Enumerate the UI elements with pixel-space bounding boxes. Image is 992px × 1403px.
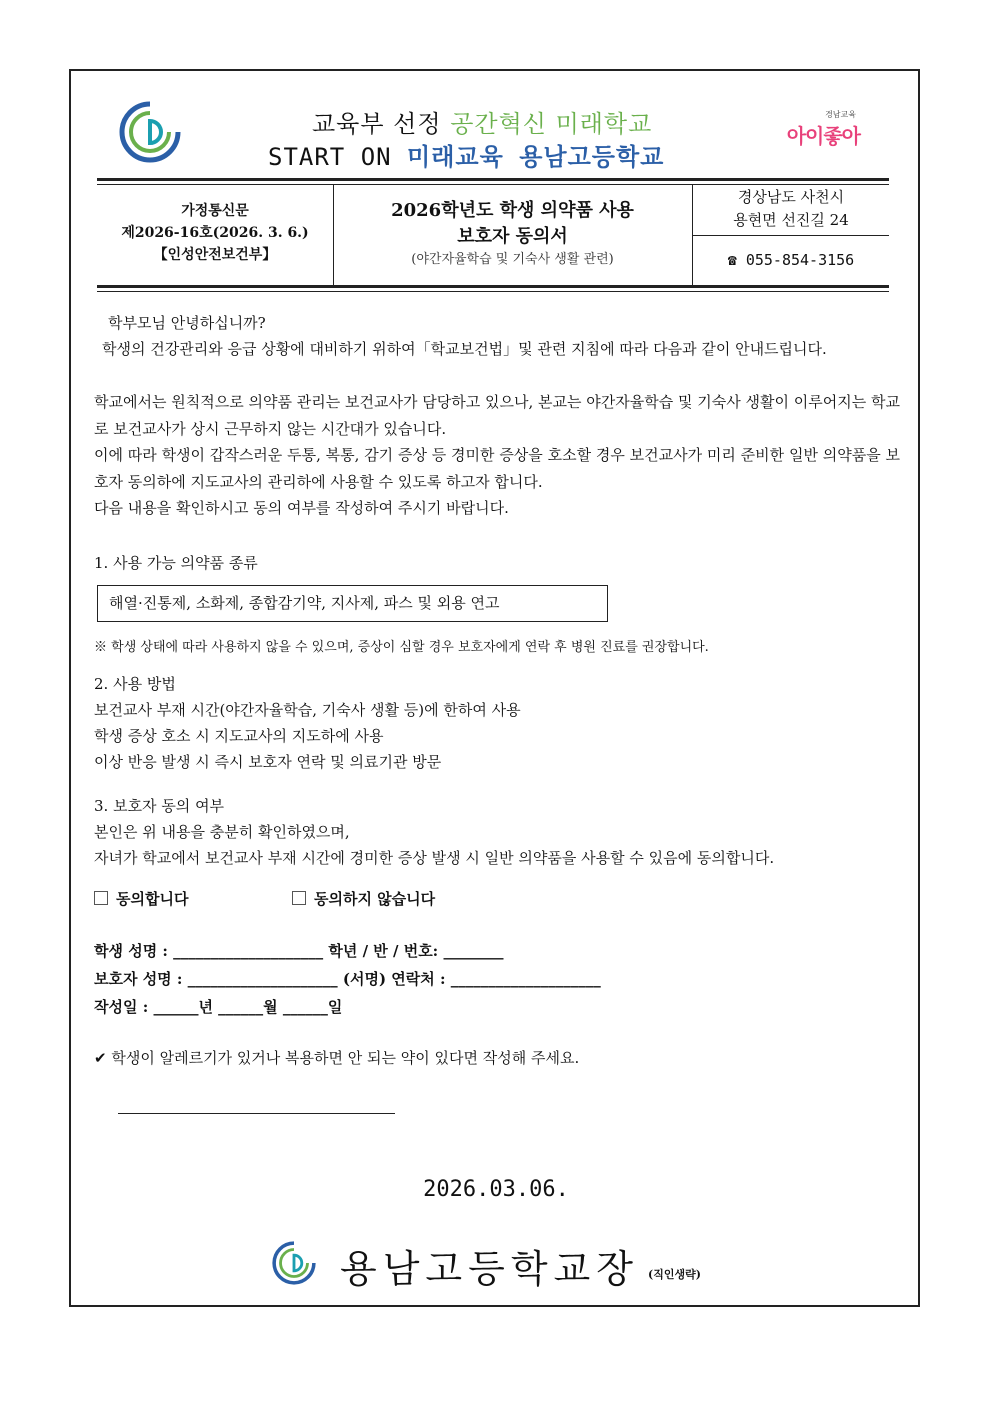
- section2-heading: 2. 사용 방법: [94, 675, 176, 693]
- school-logo-icon: [119, 101, 181, 163]
- consent-line1: 본인은 위 내용을 충분히 확인하였으며,: [94, 823, 350, 841]
- agree-option[interactable]: [94, 888, 188, 909]
- intro-paragraph-1: 학생의 건강관리와 응급 상황에 대비하기 위하여「학교보건법」및 관련 지침에 따라 다음과 같이 안내드립니다.: [102, 340, 827, 358]
- header-title-line1: 교육부 선정 공간혁신 미래학교: [312, 110, 653, 138]
- agree-checkbox[interactable]: [94, 891, 108, 905]
- intro-paragraph-4: 다음 내용을 확인하시고 동의 여부를 작성하여 주시기 바랍니다.: [94, 499, 509, 517]
- date-field[interactable]: 작성일 : ______년 ______월 ______일: [94, 998, 343, 1016]
- table-bottom-rule: [97, 285, 889, 288]
- table-bottom-rule-thin: [97, 291, 889, 292]
- disagree-label: 동의하지 않습니다: [314, 890, 436, 908]
- title-subtitle: (야간자율학습 및 기숙사 생활 관련): [411, 252, 614, 267]
- allergy-answer-line[interactable]: [118, 1113, 395, 1114]
- table-top-rule: [97, 178, 889, 181]
- seal-note: (직인생략): [648, 1268, 701, 1281]
- phone-icon: ☎: [727, 251, 737, 269]
- disagree-option[interactable]: [292, 888, 435, 909]
- student-name-field[interactable]: 학생 성명 : ____________________ 학년 / 반 / 번호: ________: [94, 942, 504, 960]
- issue-date: 2026.03.06.: [423, 1177, 569, 1202]
- document-title: [333, 198, 692, 270]
- gyeongnam-logo: [780, 109, 860, 149]
- usage-item-3: 이상 반응 발생 시 즉시 보호자 연락 및 의료기관 방문: [94, 753, 442, 771]
- intro-paragraph-2: 학교에서는 원칙적으로 의약품 관리는 보건교사가 담당하고 있으나, 본교는 야간자율학습 및 기숙사 생활이 이루어지는 학교로 보건교사가 상시 근무하지 않는 시간대가 있습니다.: [94, 393, 900, 438]
- greeting: 학부모님 안녕하십니까?: [108, 314, 266, 332]
- intro-paragraph-3: 이에 따라 학생이 갑작스러운 두통, 복통, 감기 증상 등 경미한 증상을 호소할 경우 보건교사가 미리 준비한 일반 의약품을 보호자 동의하에 지도교사의 관리하에 사용할 수 있도록 하고자 합니다.: [94, 446, 900, 491]
- usage-item-1: 보건교사 부재 시간(야간자율학습, 기숙사 생활 등)에 한하여 사용: [94, 701, 521, 719]
- parent-name-field[interactable]: 보호자 성명 : ____________________ (서명) 연락처 : ____________________: [94, 970, 601, 988]
- title-line1: 2026학년도 학생 의약품 사용: [391, 200, 634, 221]
- department: 【인성안전보건부】: [153, 247, 277, 263]
- school-phone: [693, 251, 889, 269]
- table-divider-3: [693, 235, 889, 236]
- usage-item-2: 학생 증상 호소 시 지도교사의 지도하에 사용: [94, 727, 384, 745]
- header-title-line2: START ON 미래교육 용남고등학교: [268, 143, 665, 171]
- principal-signature: 용남고등학교장: [340, 1247, 639, 1291]
- address-line2: 용현면 선진길 24: [733, 211, 849, 229]
- table-top-rule-thin: [97, 184, 889, 185]
- section3-heading: 3. 보호자 동의 여부: [94, 797, 225, 815]
- logo-wordmark: 아이좋아: [786, 124, 860, 148]
- logo-caption: 경남교육: [825, 110, 856, 119]
- title-line2: 보호자 동의서: [457, 226, 568, 247]
- section1-note: ※ 학생 상태에 따라 사용하지 않을 수 있으며, 증상이 심할 경우 보호자에게 연락 후 병원 진료를 권장합니다.: [94, 640, 709, 655]
- medicine-list-box: 해열·진통제, 소화제, 종합감기약, 지사제, 파스 및 외용 연고: [97, 585, 608, 622]
- consent-line2: 자녀가 학교에서 보건교사 부재 시간에 경미한 증상 발생 시 일반 의약품을 사용할 수 있음에 동의합니다.: [94, 849, 775, 867]
- disagree-checkbox[interactable]: [292, 891, 306, 905]
- agree-label: 동의합니다: [116, 890, 189, 908]
- newsletter-label: 가정통신문: [181, 203, 249, 219]
- phone-number: 055-854-3156: [745, 251, 855, 269]
- address-line1: 경상남도 사천시: [737, 188, 845, 206]
- check-icon: ✔: [94, 1049, 107, 1067]
- school-logo-small-icon: [272, 1241, 316, 1285]
- newsletter-number: 제2026-16호(2026. 3. 6.): [121, 225, 309, 241]
- school-address: [693, 186, 889, 232]
- section1-heading: 1. 사용 가능 의약품 종류: [94, 554, 258, 572]
- newsletter-info: [97, 200, 333, 266]
- allergy-text: 학생이 알레르기가 있거나 복용하면 안 되는 약이 있다면 작성해 주세요.: [111, 1049, 580, 1067]
- allergy-prompt: [94, 1047, 579, 1068]
